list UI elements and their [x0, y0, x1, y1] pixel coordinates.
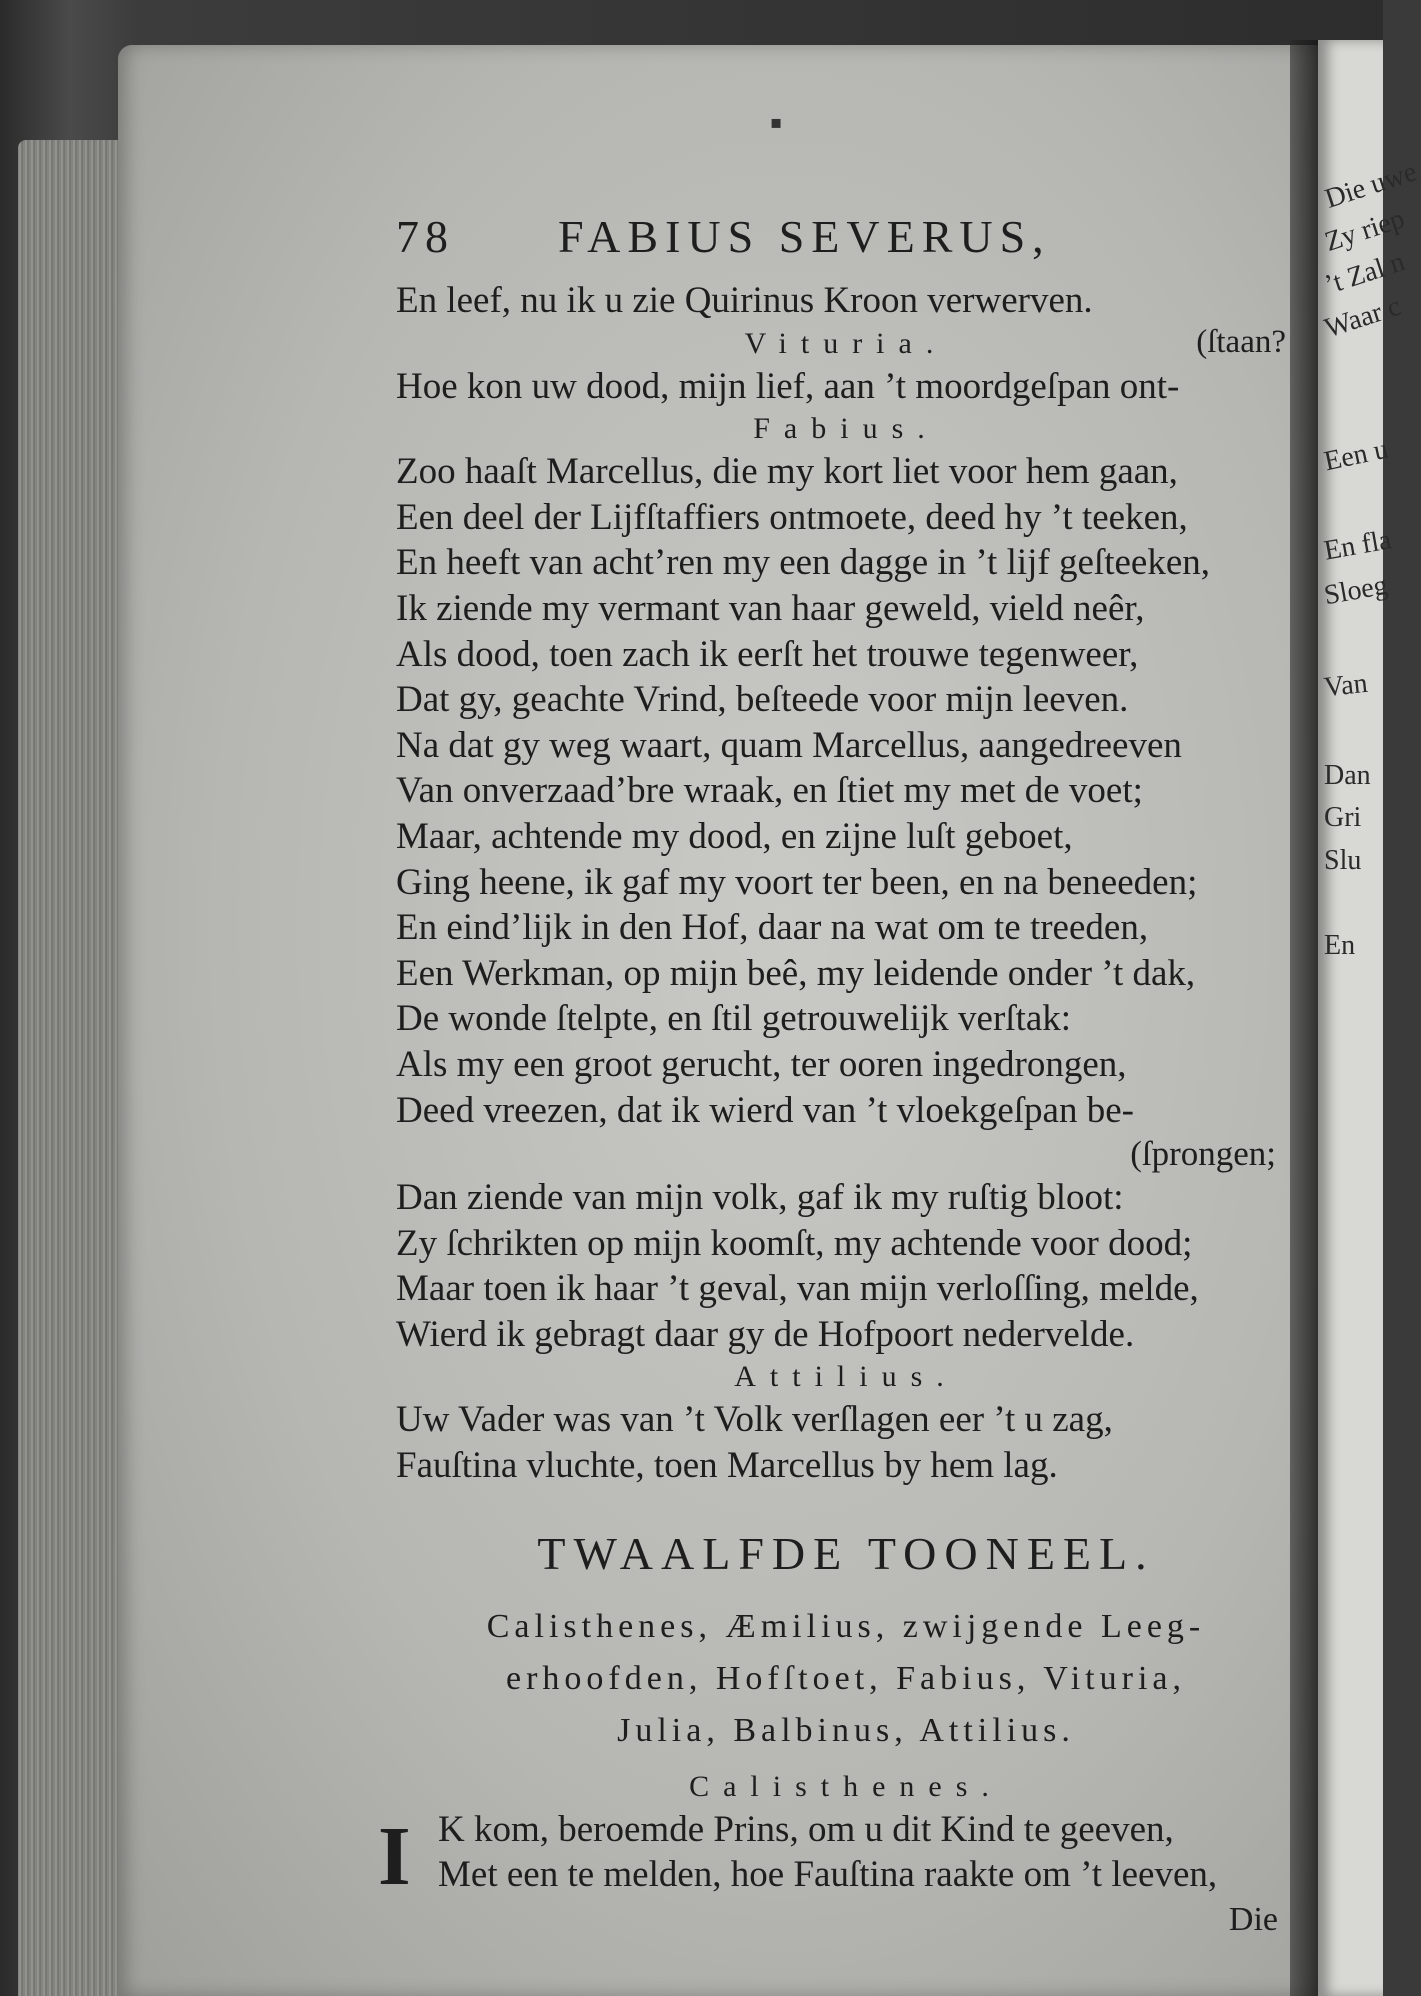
catchword: Die: [1228, 1900, 1278, 1938]
verse-line: Dan ziende van mijn volk, gaf ik my ruſtig bloot:: [396, 1177, 1124, 1219]
verse-line: Maar, achtende my dood, en zijne luſt geboet,: [396, 815, 1073, 857]
cast-list-line: erhoofden, Hofſtoet, Fabius, Vituria,: [506, 1659, 1186, 1697]
running-title: FABIUS SEVERUS,: [558, 211, 1051, 262]
speaker-name: Attilius.: [734, 1360, 958, 1394]
drop-cap: I: [378, 1809, 411, 1903]
facing-line: En: [1324, 930, 1356, 961]
running-head: [396, 210, 1296, 278]
verse-line: Een Werkman, op mijn beê, my leidende onder ’t dak,: [396, 952, 1196, 994]
speaker-name: Vituria.: [744, 326, 948, 360]
verse-line: Als dood, toen zach ik eerſt het trouwe tegenweer,: [396, 633, 1139, 675]
verse-line: Zoo haaſt Marcellus, die my kort liet voor hem gaan,: [396, 451, 1178, 493]
verse-line: Wierd ik gebragt daar gy de Hofpoort nedervelde.: [396, 1313, 1135, 1355]
verse-line: K kom, beroemde Prins, om u dit Kind te geeven,: [438, 1808, 1174, 1850]
verse-line: Zy ſchrikten op mijn koomſt, my achtende voor dood;: [396, 1222, 1193, 1264]
speaker-name: Calisthenes.: [689, 1769, 1003, 1803]
spacer: [396, 1489, 1296, 1519]
verse-line: Met een te melden, hoe Fauſtina raakte om ’t leeven,: [438, 1854, 1218, 1896]
facing-line: Slu: [1324, 845, 1362, 876]
facing-line: Sloeg: [1321, 569, 1390, 612]
turnover-text: (ſprongen;: [1130, 1134, 1276, 1174]
facing-line: ’t Zal n: [1321, 246, 1409, 301]
verse-line: Ging heene, ik gaf my voort ter been, en na beneeden;: [396, 861, 1198, 903]
verse-line: Dat gy, geachte Vrind, beſteede voor mijn leeven.: [396, 679, 1129, 721]
facing-line: Waar c: [1320, 290, 1405, 345]
facing-line: Een u: [1321, 433, 1391, 478]
turnover-text: (ſtaan?: [1196, 323, 1286, 360]
speaker-name: Fabius.: [753, 412, 939, 446]
verse-line: Uw Vader was van ’t Volk verſlagen eer ’t u zag,: [396, 1399, 1113, 1441]
verse-line: Maar toen ik haar ’t geval, van mijn verloſſing, melde,: [396, 1268, 1199, 1310]
verse-line: Deed vreezen, dat ik wierd van ’t vloekgeſpan be-: [396, 1089, 1134, 1131]
cast-list-line: Julia, Balbinus, Attilius.: [617, 1711, 1075, 1749]
facing-line: Gri: [1324, 802, 1362, 833]
verse-line: Als my een groot gerucht, ter ooren ingedrongen,: [396, 1043, 1127, 1085]
verse-line: Ik ziende my vermant van haar geweld, vield neêr,: [396, 587, 1145, 629]
opening-lines: [378, 1807, 1296, 1903]
verse-line: En leef, nu ik u zie Quirinus Kroon verwerven.: [396, 280, 1093, 321]
verse-line: Van onverzaad’bre wraak, en ſtiet my met de voet;: [396, 770, 1143, 812]
page-number: 78: [396, 211, 454, 262]
verse-line: En eind’lijk in den Hof, daar na wat om te treeden,: [396, 907, 1149, 949]
page-text: [378, 210, 1296, 1942]
verse-line: Fauſtina vluchte, toen Marcellus by hem lag.: [396, 1445, 1058, 1487]
scene-heading: TWAALFDE TOONEEL.: [537, 1527, 1155, 1579]
verse-line: De wonde ſtelpte, en ſtil getrouwelijk verſtak:: [396, 998, 1072, 1040]
speaker-row: [396, 324, 1296, 364]
page-edges: [18, 140, 133, 1996]
cast-list-line: Calisthenes, Æmilius, zwijgende Leeg-: [486, 1607, 1206, 1645]
verse-line: En heeft van acht’ren my een dagge in ’t lijf geſteeken,: [396, 542, 1210, 584]
facing-line: En fla: [1321, 524, 1394, 567]
facing-line: Zy riep: [1321, 203, 1409, 258]
facing-line: Die uwe: [1321, 156, 1421, 215]
verse-line: Een deel der Lijfſtaffiers ontmoete, deed hy ’t teeken,: [396, 496, 1188, 538]
facing-line: Van: [1322, 667, 1369, 704]
verse-line: Hoe kon uw dood, mijn lief, aan ’t moordgeſpan ont-: [396, 365, 1180, 407]
facing-line: Dan: [1324, 760, 1371, 791]
verse-line: Na dat gy weg waart, quam Marcellus, aangedreeven: [396, 724, 1182, 766]
facing-page: [1318, 40, 1421, 1996]
printer-mark: ▪: [770, 112, 783, 133]
